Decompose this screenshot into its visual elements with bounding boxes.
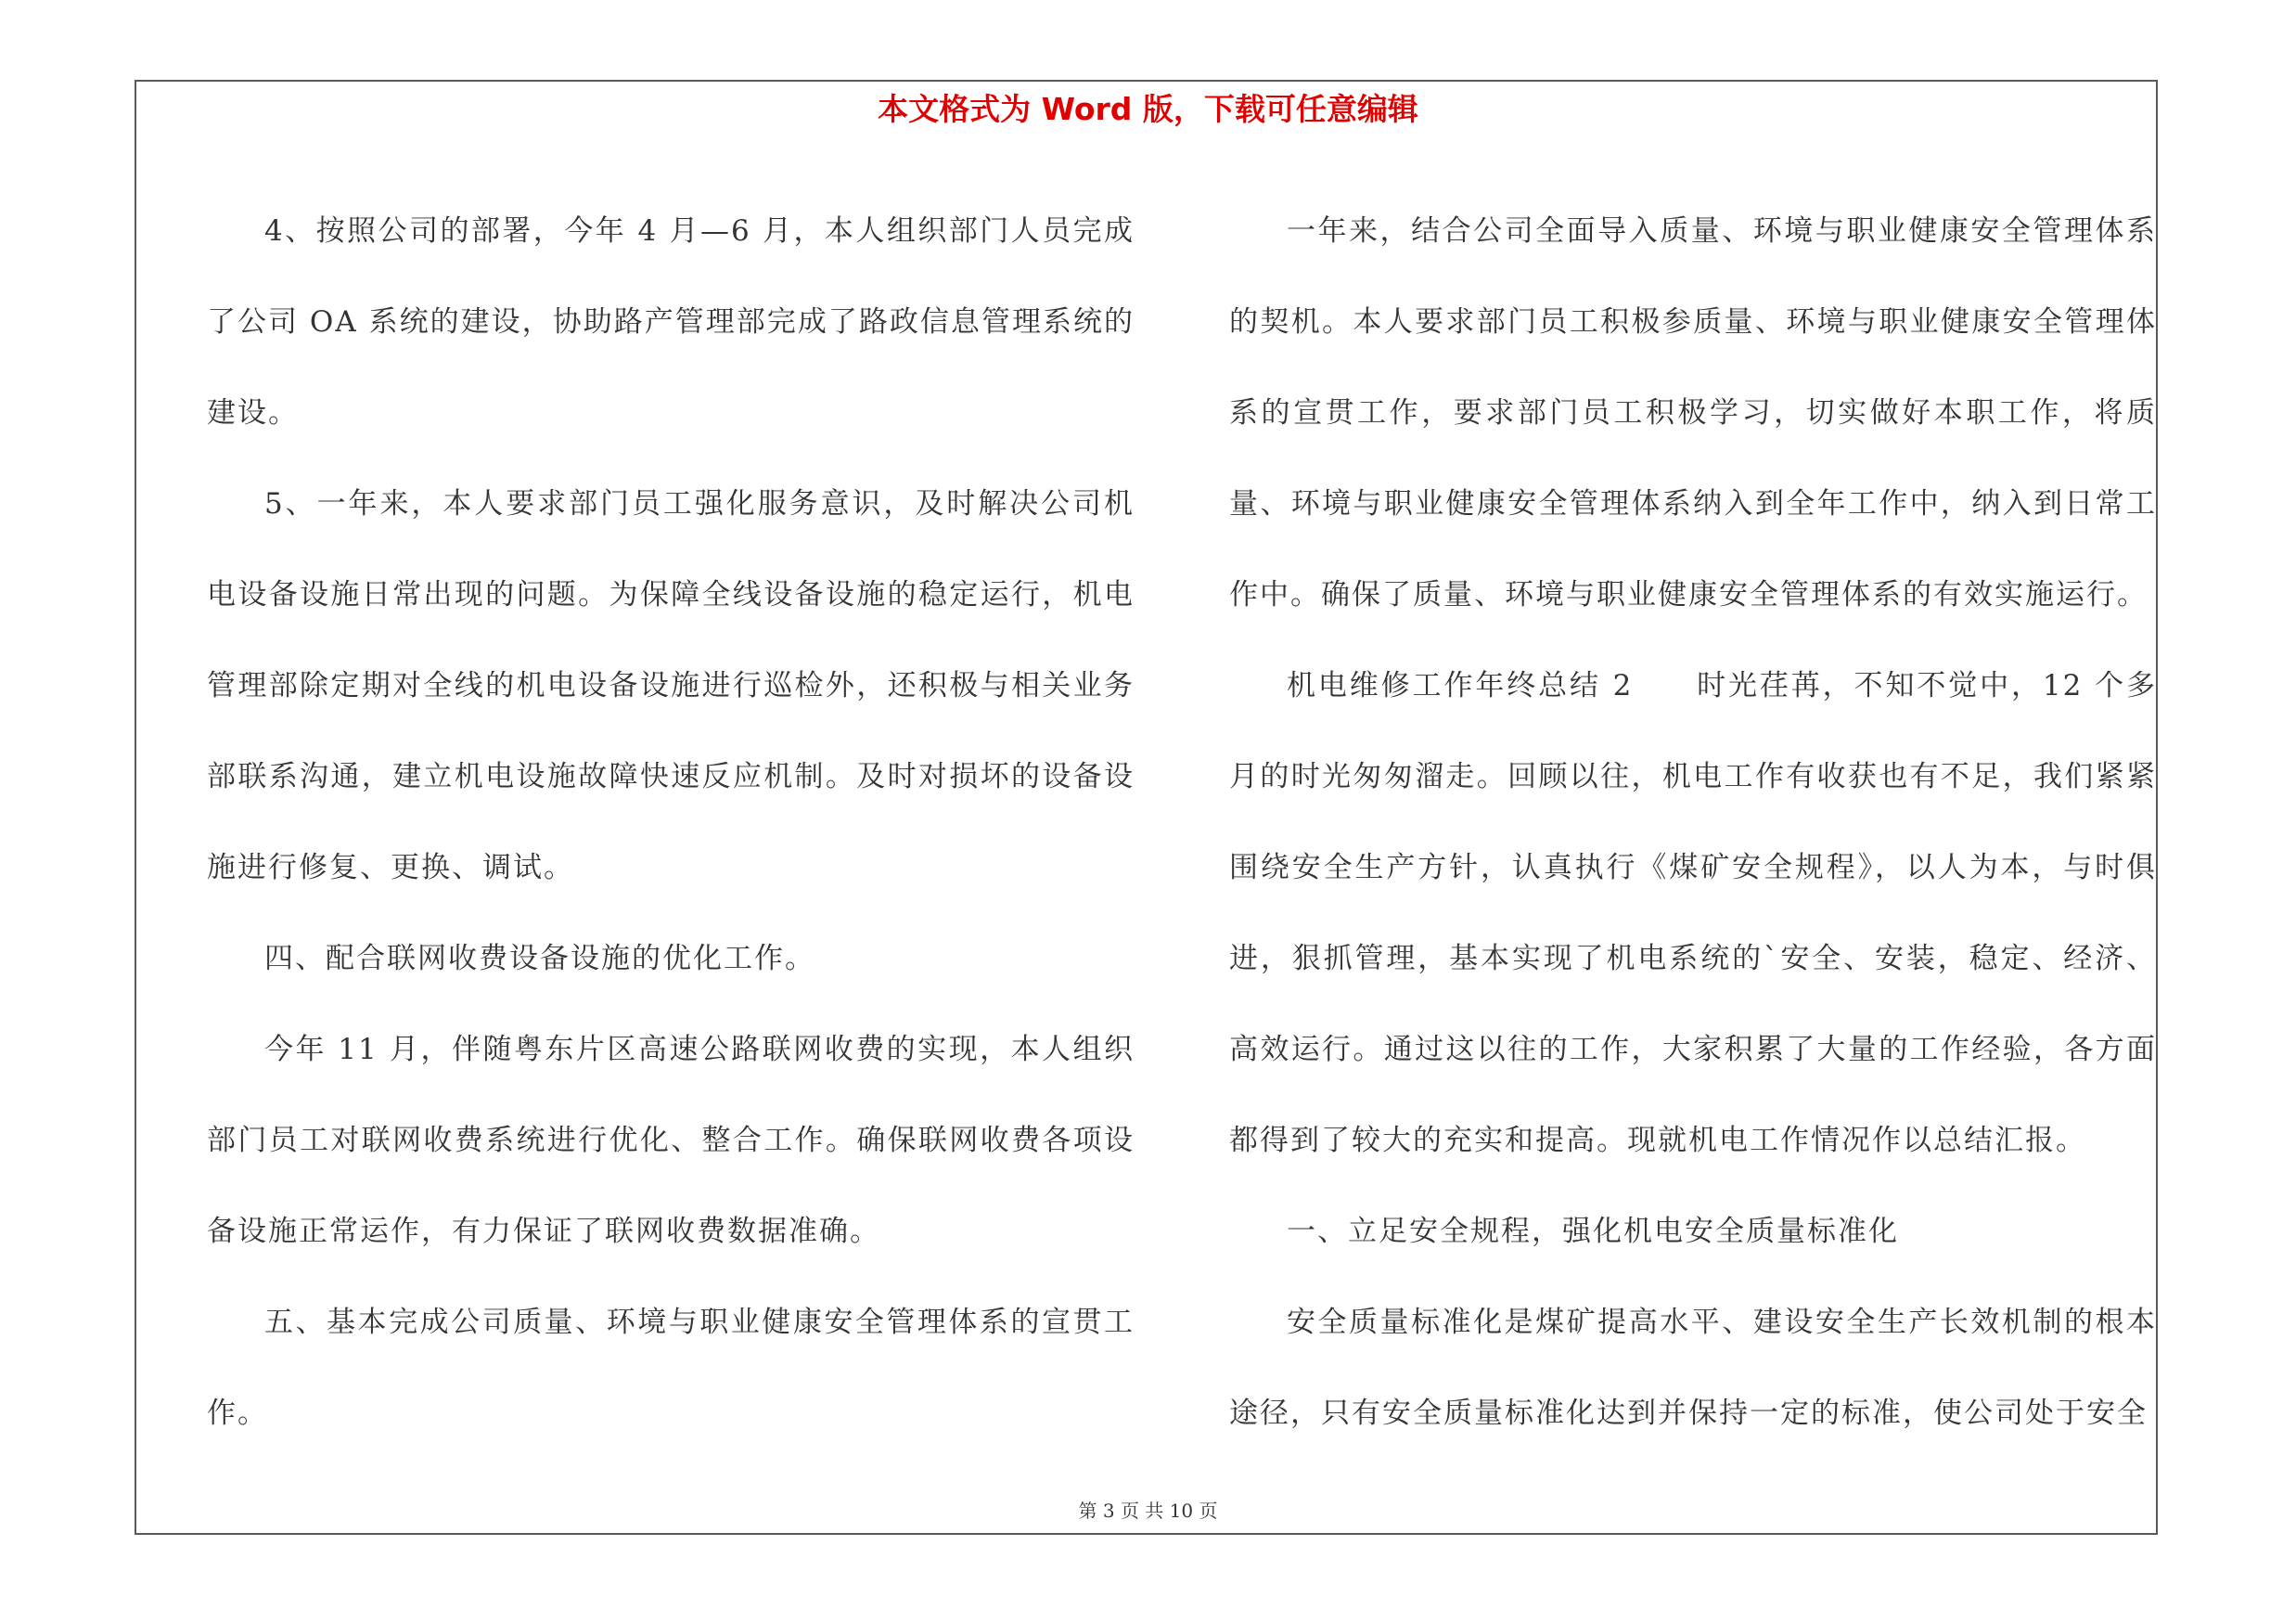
paragraph: 一年来，结合公司全面导入质量、环境与职业健康安全管理体系的契机。本人要求部门员工积极参质量、环境与职业健康安全管理体系的宣贯工作，要求部门员工积极学习，切实做好本职工作，将质量、环境与职业健康安全管理体系纳入到全年工作中，纳入到日常工作中。确保了质量、环境与职业健康安全管理体系的有效实施运行。 <box>1229 214 2157 612</box>
section-heading: 一、立足安全规程，强化机电安全质量标准化 <box>1287 1215 1899 1248</box>
paragraph: 4、按照公司的部署，今年 4 月—6 月，本人组织部门人员完成了公司 OA 系统的建设，协助路产管理部完成了路政信息管理系统的建设。 <box>207 214 1135 430</box>
left-column <box>207 186 1135 1459</box>
paragraph: 安全质量标准化是煤矿提高水平、建设安全生产长效机制的根本途径，只有安全质量标准化达到并保持一定的标准，使公司处于安全 <box>1229 1306 2157 1430</box>
right-column <box>1229 186 2157 1459</box>
paragraph: 四、配合联网收费设备设施的优化工作。 <box>264 942 815 975</box>
paragraph: 今年 11 月，伴随粤东片区高速公路联网收费的实现，本人组织部门员工对联网收费系统进行优化、整合工作。确保联网收费各项设备设施正常运作，有力保证了联网收费数据准确。 <box>207 1033 1135 1248</box>
paragraph: 五、基本完成公司质量、环境与职业健康安全管理体系的宣贯工作。 <box>207 1306 1135 1430</box>
paragraph: 5、一年来，本人要求部门员工强化服务意识，及时解决公司机电设备设施日常出现的问题。为保障全线设备设施的稳定运行，机电管理部除定期对全线的机电设备设施进行巡检外，还积极与相关业务部联系沟通，建立机电设施故障快速反应机制。及时对损坏的设备设施进行修复、更换、调试。 <box>207 487 1135 884</box>
page-number: 第 3 页 共 10 页 <box>1078 1500 1218 1522</box>
paragraph: 机电维修工作年终总结 2 时光荏苒，不知不觉中，12 个多月的时光匆匆溜走。回顾以往，机电工作有收获也有不足，我们紧紧围绕安全生产方针，认真执行《煤矿安全规程》，以人为本，与时俱进，狠抓管理，基本实现了机电系统的`安全、安装，稳定、经济、高效运行。通过这以往的工作，大家积累了大量的工作经验，各方面都得到了较大的充实和提高。现就机电工作情况作以总结汇报。 <box>1229 669 2157 1157</box>
format-banner: 本文格式为 Word 版，下载可任意编辑 <box>878 91 1418 127</box>
